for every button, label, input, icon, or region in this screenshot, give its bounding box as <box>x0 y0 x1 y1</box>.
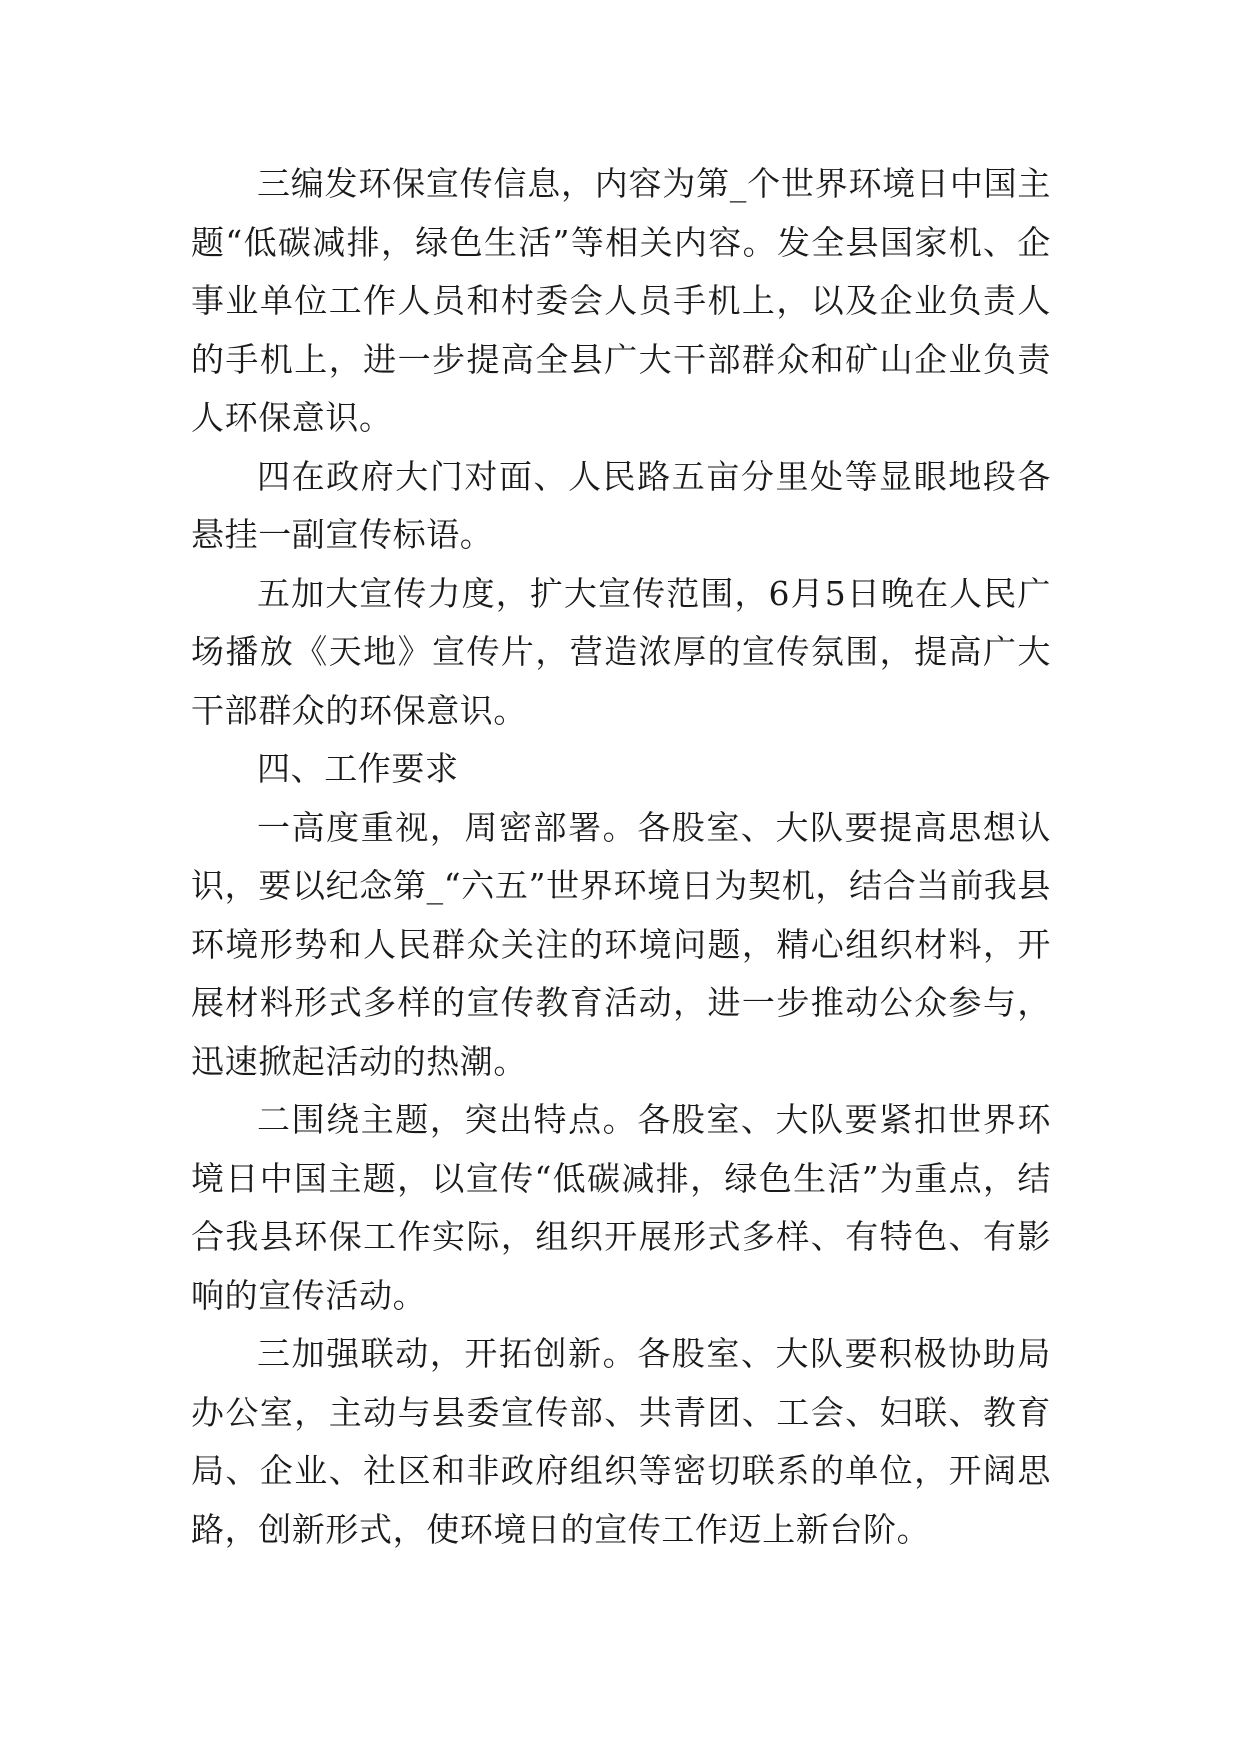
paragraph-requirement-three: 三加强联动，开拓创新。各股室、大队要积极协助局办公室，主动与县委宣传部、共青团、工会、妇联、教育局、企业、社区和非政府组织等密切联系的单位，开阔思路，创新形式，使环境日的宣传工作迈上新台阶。 <box>191 1334 1051 1549</box>
document-body <box>191 155 1051 1559</box>
paragraph-requirement-one: 一高度重视，周密部署。各股室、大队要提高思想认识，要以纪念第_“六五”世界环境日为契机，结合当前我县环境形势和人民群众关注的环境问题，精心组织材料，开展材料形式多样的宣传教育活动，进一步推动公众参与，迅速掀起活动的热潮。 <box>191 807 1051 1081</box>
paragraph-publicity-messages: 三编发环保宣传信息，内容为第_个世界环境日中国主题“低碳减排，绿色生活”等相关内容。发全县国家机、企事业单位工作人员和村委会人员手机上，以及企业负责人的手机上，进一步提高全县广大干部群众和矿山企业负责人环保意识。 <box>191 164 1051 437</box>
paragraph-film-screening: 五加大宣传力度，扩大宣传范围，6月5日晚在人民广场播放《天地》宣传片，营造浓厚的宣传氛围，提高广大干部群众的环保意识。 <box>191 573 1051 730</box>
paragraph-requirement-two: 二围绕主题，突出特点。各股室、大队要紧扣世界环境日中国主题，以宣传“低碳减排，绿色生活”为重点，结合我县环保工作实际，组织开展形式多样、有特色、有影响的宣传活动。 <box>191 1100 1051 1315</box>
section-heading-work-requirements: 四、工作要求 <box>257 749 459 788</box>
paragraph-banners: 四在政府大门对面、人民路五亩分里处等显眼地段各悬挂一副宣传标语。 <box>191 456 1051 554</box>
